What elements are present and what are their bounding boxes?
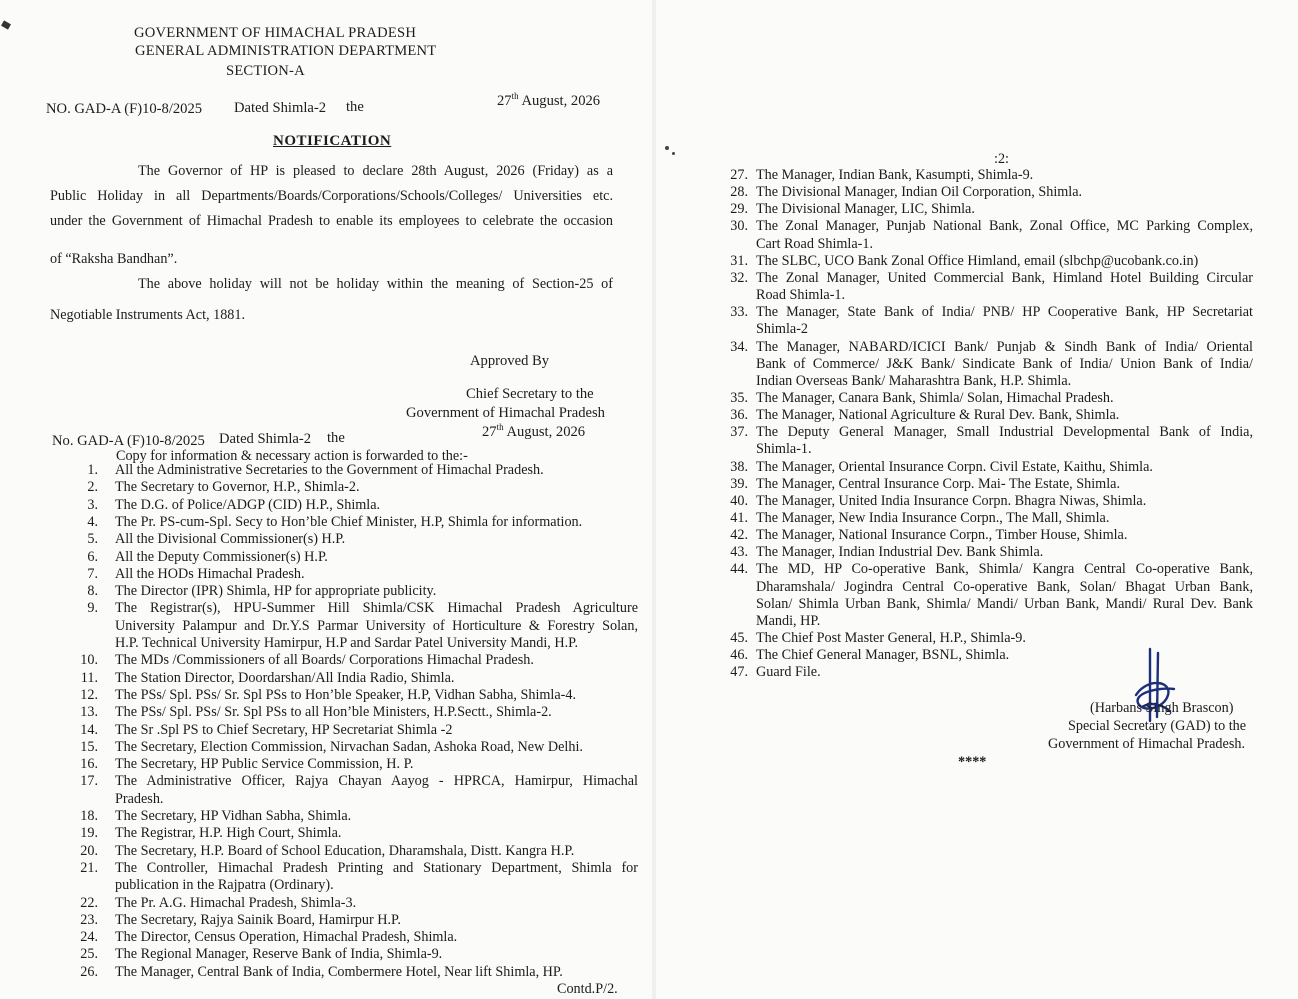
list-item: The Manager, National Agriculture & Rural Dev. Bank, Shimla. bbox=[756, 407, 1120, 424]
list-item: Road Shimla-1. bbox=[756, 287, 846, 304]
list-item-number: 30. bbox=[730, 218, 748, 235]
copy-intro: Copy for information & necessary action is forwarded to the:- bbox=[116, 448, 468, 464]
list-item: H.P. Technical University Hamirpur, H.P and Sardar Patel University Mandi, H.P. bbox=[115, 635, 579, 651]
page-number-marker: :2: bbox=[994, 151, 1009, 167]
list-item: The Administrative Officer, Rajya Chayan Aayog - HPRCA, Hamirpur, Himachal bbox=[115, 773, 638, 790]
list-item: All the Administrative Secretaries to the Government of Himachal Pradesh. bbox=[115, 462, 544, 478]
list-item-number: 14. bbox=[80, 721, 98, 738]
approved-by: Approved By bbox=[470, 353, 550, 369]
list-item: University Palampur and Dr.Y.S Parmar University of Horticulture & Forestry Solan, bbox=[115, 617, 638, 634]
list-item: Shimla-2 bbox=[756, 321, 809, 338]
list-item: The Registrar(s), HPU-Summer Hill Shimla/CSK Himachal Pradesh Agriculture bbox=[115, 600, 638, 617]
list-item: Indian Overseas Bank/ Maharashtra Bank, H.P. Shimla. bbox=[756, 372, 1072, 389]
header-line-2: GENERAL ADMINISTRATION DEPARTMENT bbox=[135, 43, 437, 59]
list-item-number: 13. bbox=[80, 704, 98, 721]
scan-dot bbox=[665, 146, 669, 150]
header-line-1: GOVERNMENT OF HIMACHAL PRADESH bbox=[134, 25, 417, 41]
list-item-number: 23. bbox=[80, 911, 98, 928]
list-item: All the HODs Himachal Pradesh. bbox=[115, 565, 305, 582]
ref-the: the bbox=[346, 99, 364, 115]
list-item: The Registrar, H.P. High Court, Shimla. bbox=[115, 825, 342, 842]
list-item: Mandi, HP. bbox=[756, 612, 821, 629]
list-item: The Divisional Manager, Indian Oil Corporation, Shimla. bbox=[756, 184, 1083, 201]
list-item: The Secretary, Election Commission, Nirvachan Sadan, Ashoka Road, New Delhi. bbox=[115, 738, 583, 755]
list-item: The Zonal Manager, Punjab National Bank, Zonal Office, MC Parking Complex, bbox=[756, 218, 1253, 235]
list-item-number: 12. bbox=[80, 686, 98, 703]
list-item-number: 42. bbox=[730, 527, 748, 544]
list-item: Guard File. bbox=[756, 664, 821, 681]
list-item: The MDs /Commissioners of all Boards/ Corporations Himachal Pradesh. bbox=[115, 652, 534, 669]
list-item: The Pr. PS-cum-Spl. Secy to Hon’ble Chief Minister, H.P, Shimla for information. bbox=[115, 513, 583, 530]
list-item-number: 17. bbox=[80, 773, 98, 790]
list-item: The Manager, Canara Bank, Shimla/ Solan, Himachal Pradesh. bbox=[756, 389, 1114, 406]
list-item-number: 46. bbox=[730, 647, 748, 664]
list-item-number: 31. bbox=[730, 252, 748, 269]
list-item-number: 37. bbox=[730, 424, 748, 441]
list-item-number: 44. bbox=[730, 561, 748, 578]
list-item: The PSs/ Spl. PSs/ Sr. Spl PSs to Hon’ble Speaker, H.P, Vidhan Sabha, Shimla-4. bbox=[115, 686, 577, 703]
end-mark: **** bbox=[958, 754, 987, 770]
list-item-number: 1. bbox=[87, 462, 98, 478]
list-item-number: 20. bbox=[80, 842, 98, 859]
list-item: The Manager, National Insurance Corpn., Timber House, Shimla. bbox=[756, 527, 1128, 544]
ref2-date: 27th August, 2026 bbox=[482, 422, 586, 440]
list-item: The Manager, Central Insurance Corp. Mai- The Estate, Shimla. bbox=[756, 475, 1120, 492]
list-item: The Manager, Oriental Insurance Corpn. Civil Estate, Kaithu, Shimla. bbox=[756, 458, 1153, 475]
list-item: The Chief Post Master General, H.P., Shimla-9. bbox=[756, 630, 1026, 647]
list-item: Bank of Commerce/ J&K Bank/ Sindicate Bank of India/ Union Bank of India/ bbox=[756, 355, 1253, 372]
list-item: The Sr .Spl PS to Chief Secretary, HP Secretariat Shimla -2 bbox=[115, 721, 453, 738]
list-item: The Controller, Himachal Pradesh Printing and Stationary Department, Shimla for bbox=[115, 859, 638, 876]
signatory-name: (Harbans Singh Brascon) bbox=[1090, 700, 1234, 716]
list-item-number: 26. bbox=[80, 963, 98, 980]
list-item-number: 28. bbox=[730, 184, 748, 201]
list-item: The Secretary, H.P. Board of School Education, Dharamshala, Distt. Kangra H.P. bbox=[115, 842, 575, 859]
list-item: The Station Director, Doordarshan/All India Radio, Shimla. bbox=[115, 669, 455, 686]
ref-date: 27th August, 2026 bbox=[497, 91, 601, 109]
list-item-number: 18. bbox=[80, 808, 98, 824]
paragraph-line: The Governor of HP is pleased to declare 28th August, 2026 (Friday) as a bbox=[138, 163, 613, 179]
paragraph-line: under the Government of Himachal Pradesh to enable its employees to celebrate the occasion bbox=[50, 213, 613, 229]
list-item: All the Deputy Commissioner(s) H.P. bbox=[115, 548, 328, 565]
list-item: Pradesh. bbox=[115, 790, 164, 807]
list-item: The Manager, Central Bank of India, Combermere Hotel, Near lift Shimla, HP. bbox=[115, 963, 563, 980]
list-item-number: 3. bbox=[87, 496, 98, 513]
list-item: The Manager, State Bank of India/ PNB/ HP Cooperative Bank, HP Secretariat bbox=[756, 304, 1253, 321]
signatory-designation: Special Secretary (GAD) to the bbox=[1068, 718, 1247, 734]
header-line-3: SECTION-A bbox=[226, 63, 305, 79]
list-item: The Secretary, Rajya Sainik Board, Hamirpur H.P. bbox=[115, 911, 401, 928]
list-item: The Manager, NABARD/ICICI Bank/ Punjab & Sindh Bank of India/ Oriental bbox=[756, 338, 1253, 355]
list-item-number: 27. bbox=[730, 167, 748, 183]
scan-dot bbox=[672, 152, 675, 155]
list-item-number: 16. bbox=[80, 756, 98, 773]
list-item: publication in the Rajpatra (Ordinary). bbox=[115, 877, 334, 894]
list-item-number: 40. bbox=[730, 492, 748, 509]
list-item-number: 8. bbox=[87, 583, 98, 600]
notification-heading: NOTIFICATION bbox=[273, 133, 392, 149]
ref2-the: the bbox=[327, 430, 345, 446]
list-item: The Deputy General Manager, Small Industrial Developmental Bank of India, bbox=[756, 424, 1253, 441]
list-item: The Regional Manager, Reserve Bank of India, Shimla-9. bbox=[115, 946, 443, 963]
list-item-number: 29. bbox=[730, 201, 748, 218]
paragraph-line: Negotiable Instruments Act, 1881. bbox=[50, 307, 246, 323]
ref2-dated: Dated Shimla-2 bbox=[219, 431, 312, 447]
list-item-number: 32. bbox=[730, 269, 748, 286]
list-item: The Secretary, HP Vidhan Sabha, Shimla. bbox=[115, 808, 352, 824]
list-item: Solan/ Shimla Urban Bank, Shimla/ Mandi/ Urban Bank, Mandi/ Rural Dev. Bank bbox=[756, 595, 1253, 612]
approval-sign-line-2: Government of Himachal Pradesh bbox=[406, 405, 605, 421]
paragraph-line: The above holiday will not be holiday within the meaning of Section-25 of bbox=[138, 276, 613, 292]
list-item: The SLBC, UCO Bank Zonal Office Himland, email (slbchp@ucobank.co.in) bbox=[756, 252, 1199, 269]
list-item-number: 19. bbox=[80, 825, 98, 842]
list-item: The PSs/ Spl. PSs/ Sr. Spl PSs to all Hon’ble Ministers, H.P.Sectt., Shimla-2. bbox=[115, 704, 552, 721]
list-item-number: 5. bbox=[87, 531, 98, 548]
list-item: Cart Road Shimla-1. bbox=[756, 235, 874, 252]
list-item: The Secretary to Governor, H.P., Shimla-2. bbox=[115, 479, 360, 496]
approval-sign-line-1: Chief Secretary to the bbox=[466, 386, 594, 402]
list-item: All the Divisional Commissioner(s) H.P. bbox=[115, 531, 346, 548]
list-item-number: 4. bbox=[87, 513, 98, 530]
list-item: The Zonal Manager, United Commercial Bank, Himland Hotel Building Circular bbox=[756, 269, 1253, 286]
list-item: Dharamshala/ Jogindra Central Co-operative Bank, Solan/ Bhagat Urban Bank, bbox=[756, 578, 1253, 595]
list-item-number: 11. bbox=[80, 669, 98, 686]
list-item-number: 47. bbox=[730, 664, 748, 681]
list-item-number: 22. bbox=[80, 894, 98, 911]
list-item-number: 10. bbox=[80, 652, 98, 669]
list-item: The Director (IPR) Shimla, HP for appropriate publicity. bbox=[115, 583, 437, 600]
list-item-number: 38. bbox=[730, 458, 748, 475]
paragraph-line: of “Raksha Bandhan”. bbox=[50, 251, 178, 267]
list-item-number: 7. bbox=[87, 565, 98, 582]
list-item-number: 39. bbox=[730, 475, 748, 492]
list-item-number: 36. bbox=[730, 407, 748, 424]
list-item-number: 34. bbox=[730, 338, 748, 355]
list-item-number: 43. bbox=[730, 544, 748, 561]
list-item-number: 24. bbox=[80, 929, 98, 946]
list-item: The Pr. A.G. Himachal Pradesh, Shimla-3. bbox=[115, 894, 357, 911]
list-item-number: 2. bbox=[87, 479, 98, 496]
list-item: The Chief General Manager, BSNL, Shimla. bbox=[756, 647, 1010, 664]
list-item: The MD, HP Co-operative Bank, Shimla/ Kangra Central Co-operative Bank, bbox=[756, 561, 1253, 578]
list-item: The Manager, United India Insurance Corpn. Bhagra Niwas, Shimla. bbox=[756, 492, 1147, 509]
list-item-number: 41. bbox=[730, 510, 748, 526]
list-item: The D.G. of Police/ADGP (CID) H.P., Shimla. bbox=[115, 496, 381, 513]
signatory-office: Government of Himachal Pradesh. bbox=[1048, 736, 1245, 752]
ref-dated: Dated Shimla-2 bbox=[234, 100, 327, 116]
ref-number: NO. GAD-A (F)10-8/2025 bbox=[46, 101, 203, 117]
list-item: The Divisional Manager, LIC, Shimla. bbox=[756, 201, 975, 218]
list-item-number: 33. bbox=[730, 304, 748, 321]
list-item-number: 9. bbox=[87, 600, 98, 617]
list-item-number: 21. bbox=[80, 859, 98, 876]
list-item: The Manager, Indian Industrial Dev. Bank Shimla. bbox=[756, 544, 1044, 561]
paragraph-line: Public Holiday in all Departments/Boards/Corporations/Schools/Colleges/ Universities etc. bbox=[50, 188, 613, 204]
list-item: Shimla-1. bbox=[756, 441, 812, 458]
list-item-number: 35. bbox=[730, 389, 748, 406]
continued-note: Contd.P/2. bbox=[557, 981, 618, 997]
list-item-number: 25. bbox=[80, 946, 98, 963]
list-item: The Secretary, HP Public Service Commission, H. P. bbox=[115, 756, 414, 773]
ref2-number: No. GAD-A (F)10-8/2025 bbox=[52, 433, 205, 449]
list-item: The Manager, Indian Bank, Kasumpti, Shimla-9. bbox=[756, 167, 1034, 183]
list-item-number: 15. bbox=[80, 738, 98, 755]
list-item-number: 6. bbox=[87, 548, 98, 565]
list-item-number: 45. bbox=[730, 630, 748, 647]
list-item: The Manager, New India Insurance Corpn., The Mall, Shimla. bbox=[756, 510, 1110, 526]
list-item: The Director, Census Operation, Himachal Pradesh, Shimla. bbox=[115, 929, 458, 946]
